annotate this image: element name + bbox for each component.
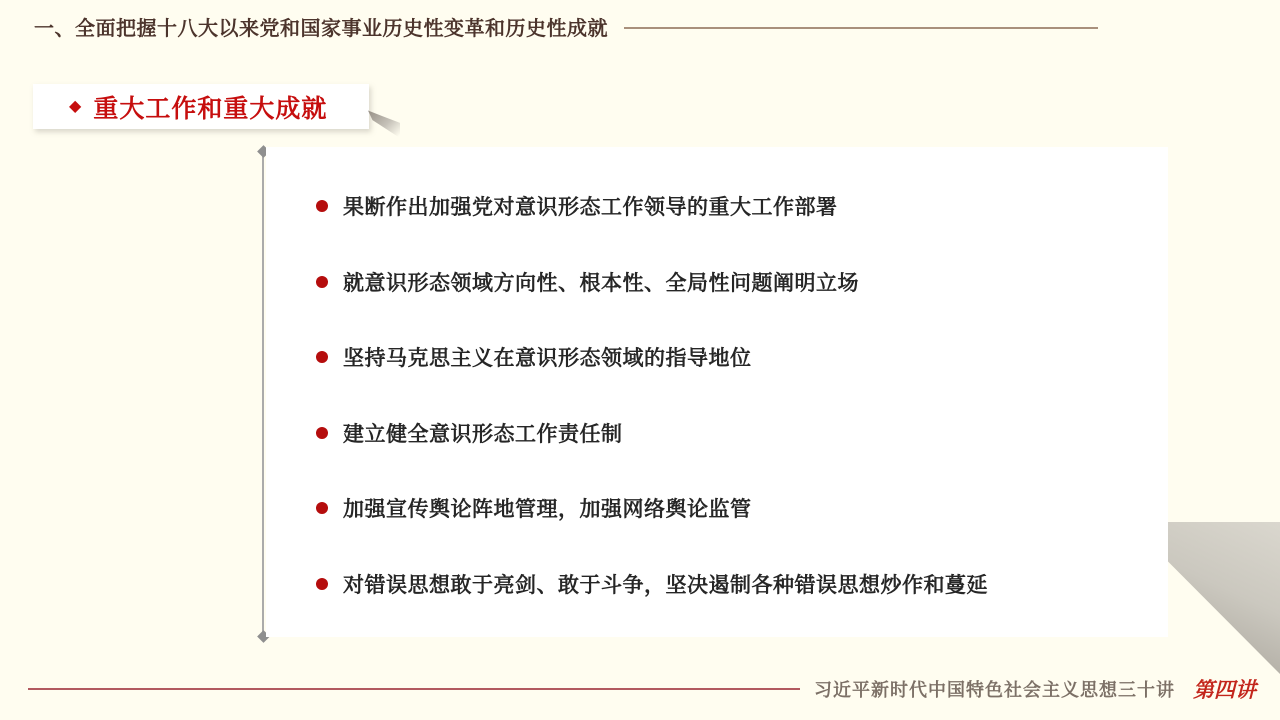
- section-title: 重大工作和重大成就: [93, 94, 328, 123]
- list-item: [316, 342, 1138, 372]
- list-item: [316, 191, 1138, 221]
- bullet-dot-icon: [316, 276, 328, 288]
- timeline-rail: [262, 151, 264, 636]
- footer-rule: [28, 688, 800, 690]
- list-item: [316, 418, 1138, 448]
- panel-corner-shadow: [1168, 522, 1280, 674]
- bullet-dot-icon: [316, 502, 328, 514]
- slide-footer: [28, 676, 1256, 702]
- section-box-shadow: [368, 110, 400, 138]
- section-title-box: [33, 84, 369, 129]
- footer-series-title: 习近平新时代中国特色社会主义思想三十讲: [814, 680, 1175, 700]
- bullet-text: 坚持马克思主义在意识形态领域的指导地位: [343, 347, 752, 371]
- bullet-dot-icon: [316, 427, 328, 439]
- bullet-text: 加强宣传舆论阵地管理，加强网络舆论监管: [343, 498, 752, 522]
- header-rule: [624, 27, 1098, 29]
- list-item: [316, 267, 1138, 297]
- list-item: [316, 493, 1138, 523]
- bullet-text: 建立健全意识形态工作责任制: [343, 422, 623, 446]
- diamond-icon: ◆: [69, 97, 82, 115]
- bullet-dot-icon: [316, 200, 328, 212]
- bullet-text: 对错误思想敢于亮剑、敢于斗争，坚决遏制各种错误思想炒作和蔓延: [343, 573, 988, 597]
- bullet-text: 就意识形态领域方向性、根本性、全局性问题阐明立场: [343, 271, 859, 295]
- bullet-text: 果断作出加强党对意识形态工作领导的重大工作部署: [343, 196, 838, 219]
- list-item: [316, 569, 1138, 599]
- slide-header: [34, 12, 1098, 41]
- content-panel: [266, 147, 1168, 637]
- bullet-dot-icon: [316, 351, 328, 363]
- footer-lecture-label: 第四讲: [1193, 677, 1256, 702]
- header-title: 一、全面把握十八大以来党和国家事业历史性变革和历史性成就: [34, 18, 608, 40]
- bullet-dot-icon: [316, 578, 328, 590]
